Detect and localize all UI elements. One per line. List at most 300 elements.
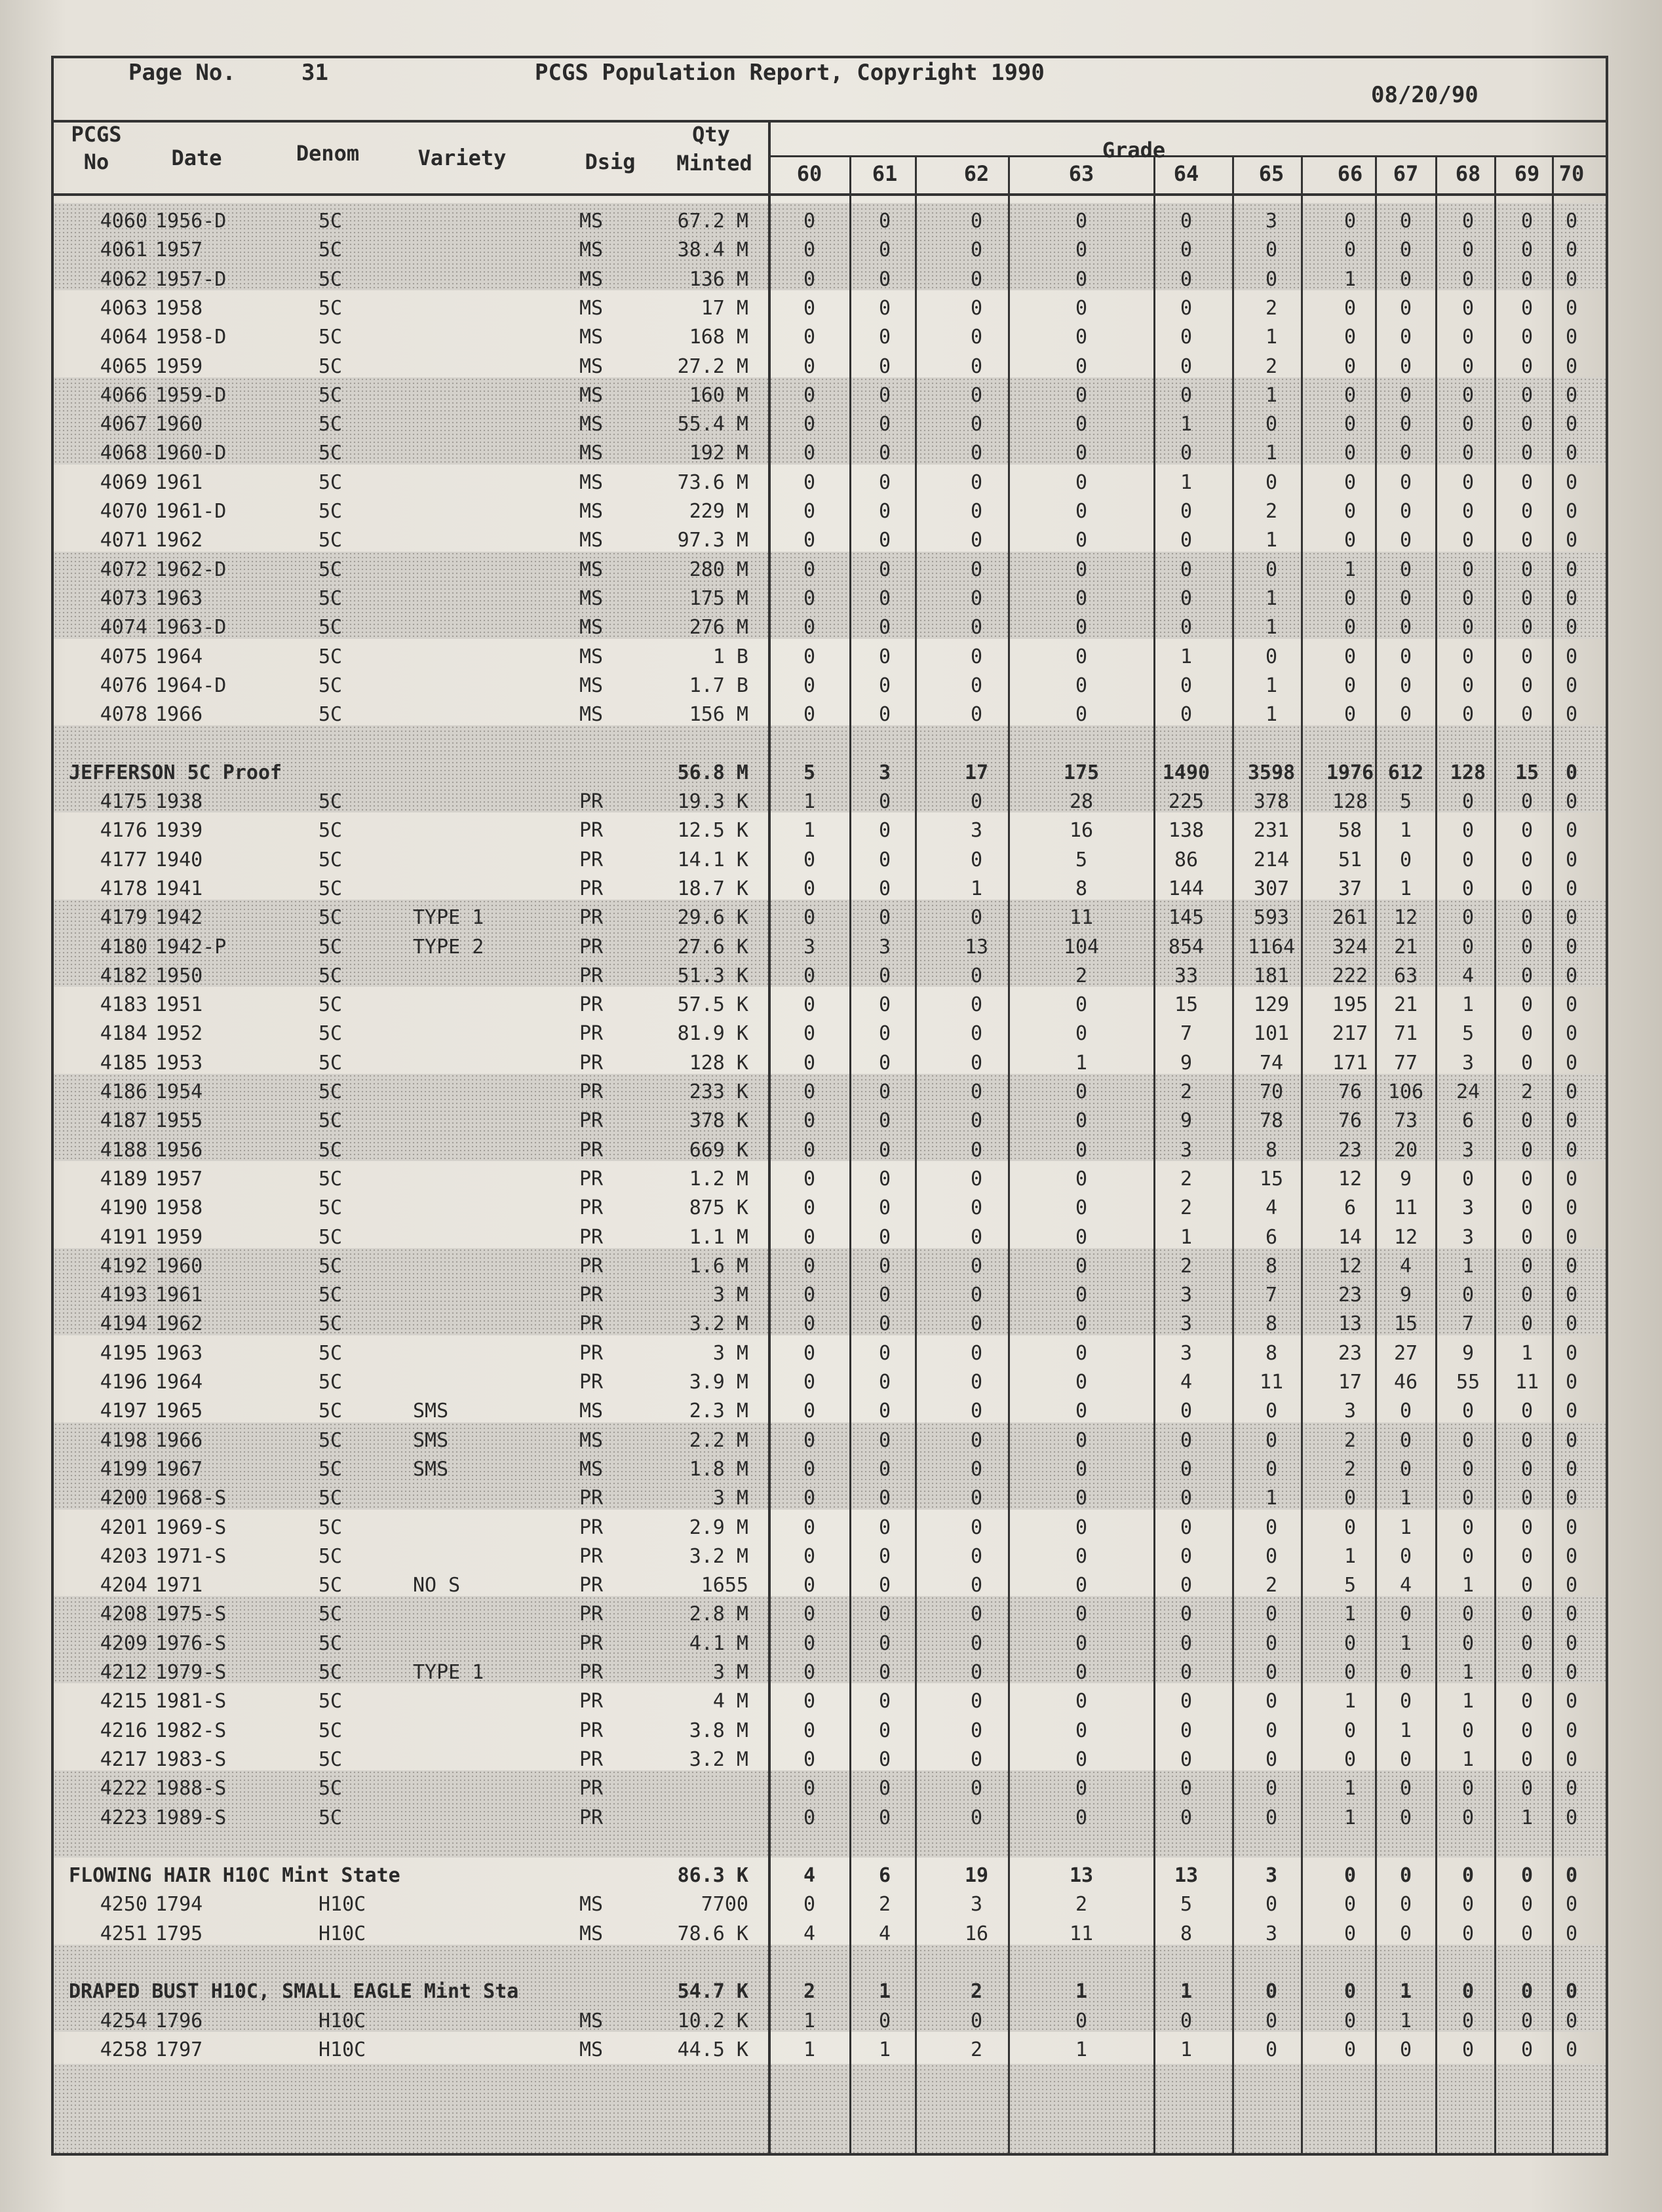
grade-60-count: 0 (803, 1312, 816, 1335)
grade-63-count: 0 (1075, 674, 1088, 697)
grade-60-count: 0 (803, 993, 816, 1016)
grade-63-count: 0 (1075, 1139, 1088, 1162)
denomination: 5C (319, 645, 343, 668)
grade-63-count: 0 (1075, 616, 1088, 639)
grade-header-62: 62 (963, 161, 990, 186)
designation: PR (579, 1719, 604, 1742)
grade-61-count: 0 (878, 1661, 891, 1684)
designation: MS (579, 355, 604, 378)
coin-date: 1962-D (155, 558, 227, 581)
grade-70-count: 0 (1565, 1196, 1578, 1219)
grade-62-count: 0 (970, 1661, 983, 1684)
grade-67-count: 0 (1399, 703, 1412, 726)
grade-65-count: 0 (1265, 645, 1278, 668)
grade-60-count: 0 (803, 471, 816, 494)
grade-61-count: 3 (878, 936, 891, 959)
grade-69-count: 0 (1520, 790, 1534, 813)
grade-68-count: 0 (1461, 587, 1475, 610)
table-row (0, 1890, 1662, 1919)
coin-date: 1958 (155, 297, 203, 320)
pcgs-number: 4187 (100, 1109, 147, 1132)
qty-minted: 1.7 B (689, 674, 748, 697)
grade-65-count: 1 (1265, 703, 1278, 726)
grade-64-count: 145 (1168, 906, 1205, 929)
qty-minted: 3.2 M (689, 1748, 748, 1771)
grade-67-count: 0 (1399, 297, 1412, 320)
grade-header-65: 65 (1258, 161, 1285, 186)
grade-62-count: 3 (970, 1893, 983, 1916)
denomination: 5C (319, 297, 343, 320)
grade-67-count: 612 (1387, 761, 1424, 784)
grade-70-count: 0 (1565, 1516, 1578, 1539)
grade-68-count: 0 (1461, 1632, 1475, 1655)
coin-date: 1967 (155, 1458, 203, 1481)
grade-60-count: 0 (803, 297, 816, 320)
grade-67-count: 0 (1399, 268, 1412, 291)
grade-67-count: 73 (1393, 1109, 1418, 1132)
grade-64-count: 3 (1180, 1342, 1193, 1365)
grade-header-66: 66 (1337, 161, 1363, 186)
grade-62-count: 0 (970, 587, 983, 610)
table-row (0, 1920, 1662, 1949)
grade-66-count: 12 (1338, 1168, 1362, 1191)
designation: PR (579, 1661, 604, 1684)
grade-64-count: 854 (1168, 936, 1205, 959)
pcgs-number: 4192 (100, 1255, 147, 1278)
designation: MS (579, 268, 604, 291)
designation: PR (579, 906, 604, 929)
qty-minted: 3.8 M (689, 1719, 748, 1742)
grade-67-count: 0 (1399, 529, 1412, 552)
grade-64-count: 3 (1180, 1312, 1193, 1335)
pcgs-number: 4258 (100, 2038, 147, 2061)
table-row (0, 1136, 1662, 1165)
denomination: 5C (319, 1806, 343, 1829)
grade-66-count: 0 (1343, 1864, 1357, 1887)
grade-64-count: 2 (1180, 1168, 1193, 1191)
grade-63-count: 0 (1075, 645, 1088, 668)
grade-61-count: 4 (878, 1922, 891, 1945)
grade-61-count: 0 (878, 558, 891, 581)
grade-66-count: 0 (1343, 471, 1357, 494)
grade-64-count: 0 (1180, 529, 1193, 552)
grade-65-count: 0 (1265, 2038, 1278, 2061)
pcgs-number: 4179 (100, 906, 147, 929)
table-row (0, 1281, 1662, 1310)
grade-69-count: 0 (1520, 1690, 1534, 1713)
grade-67-count: 0 (1399, 587, 1412, 610)
table-row (0, 556, 1662, 584)
grade-69-count: 0 (1520, 674, 1534, 697)
pcgs-number: 4076 (100, 674, 147, 697)
table-row (0, 439, 1662, 468)
grade-65-count: 8 (1265, 1255, 1278, 1278)
grade-70-count: 0 (1565, 877, 1578, 900)
grade-66-count: 0 (1343, 1516, 1357, 1539)
designation: PR (579, 1139, 604, 1162)
coin-date: 1962 (155, 1312, 203, 1335)
designation: MS (579, 471, 604, 494)
grade-69-count: 0 (1520, 1312, 1534, 1335)
grade-70-count: 0 (1565, 500, 1578, 523)
grade-67-count: 0 (1399, 238, 1412, 261)
grade-68-count: 0 (1461, 268, 1475, 291)
grade-header-60: 60 (796, 161, 822, 186)
pcgs-number: 4199 (100, 1458, 147, 1481)
grade-63-count: 0 (1075, 500, 1088, 523)
grade-62-count: 0 (970, 355, 983, 378)
grade-62-count: 0 (970, 1312, 983, 1335)
grade-63-count: 0 (1075, 1458, 1088, 1481)
pcgs-number: 4182 (100, 964, 147, 987)
grade-65-count: 3 (1265, 1922, 1278, 1945)
grade-68-count: 0 (1461, 906, 1475, 929)
coin-date: 1989-S (155, 1806, 227, 1829)
qty-minted: 378 K (689, 1109, 748, 1132)
grade-69-count: 0 (1520, 558, 1534, 581)
grade-70-count: 0 (1565, 1080, 1578, 1103)
grade-64-count: 9 (1180, 1109, 1193, 1132)
qty-minted: 233 K (689, 1080, 748, 1103)
grade-68-count: 3 (1461, 1139, 1475, 1162)
denomination: 5C (319, 1458, 343, 1481)
grade-70-count: 0 (1565, 1603, 1578, 1626)
section-title: FLOWING HAIR H10C Mint State (69, 1864, 400, 1887)
grade-66-count: 1 (1343, 1806, 1357, 1829)
table-row (0, 1078, 1662, 1107)
grade-70-count: 0 (1565, 1139, 1578, 1162)
denomination: 5C (319, 936, 343, 959)
grade-68-count: 0 (1461, 297, 1475, 320)
designation: MS (579, 1922, 604, 1945)
grade-68-count: 0 (1461, 877, 1475, 900)
grade-62-count: 13 (964, 936, 989, 959)
grade-63-count: 0 (1075, 558, 1088, 581)
grade-63-count: 0 (1075, 1226, 1088, 1249)
grade-68-count: 0 (1461, 616, 1475, 639)
grade-69-count: 0 (1520, 936, 1534, 959)
grade-63-count: 0 (1075, 1632, 1088, 1655)
grade-69-count: 1 (1520, 1806, 1534, 1829)
grade-62-count: 17 (964, 761, 989, 784)
grade-68-count: 0 (1461, 674, 1475, 697)
grade-67-count: 0 (1399, 471, 1412, 494)
table-row (0, 1630, 1662, 1658)
pcgs-number: 4177 (100, 849, 147, 871)
qty-minted: 3 M (712, 1487, 748, 1510)
grade-70-count: 0 (1565, 703, 1578, 726)
grade-66-count: 17 (1338, 1371, 1362, 1394)
grade-66-count: 0 (1343, 1922, 1357, 1945)
designation: PR (579, 1284, 604, 1306)
grade-64-count: 0 (1180, 1400, 1193, 1422)
grade-67-count: 4 (1399, 1255, 1412, 1278)
grade-70-count: 0 (1565, 1980, 1578, 2003)
table-row (0, 381, 1662, 410)
grade-64-count: 1 (1180, 1980, 1193, 2003)
grade-63-count: 0 (1075, 1284, 1088, 1306)
denomination: 5C (319, 1255, 343, 1278)
grade-70-count: 0 (1565, 936, 1578, 959)
coin-date: 1952 (155, 1022, 203, 1045)
grade-66-count: 76 (1338, 1080, 1362, 1103)
grade-60-count: 0 (803, 1458, 816, 1481)
grade-70-count: 0 (1565, 1255, 1578, 1278)
coin-date: 1963 (155, 1342, 203, 1365)
grade-68-count: 0 (1461, 1980, 1475, 2003)
section-row (0, 1977, 1662, 2006)
grade-70-count: 0 (1565, 442, 1578, 465)
grade-65-count: 1 (1265, 384, 1278, 407)
grade-64-count: 0 (1180, 238, 1193, 261)
denomination: 5C (319, 849, 343, 871)
grade-67-count: 0 (1399, 1545, 1412, 1568)
designation: MS (579, 384, 604, 407)
designation: PR (579, 1371, 604, 1394)
grade-60-count: 0 (803, 238, 816, 261)
grade-65-count: 0 (1265, 1806, 1278, 1829)
grade-67-count: 1 (1399, 1516, 1412, 1539)
pcgs-number: 4216 (100, 1719, 147, 1742)
grade-69-count: 0 (1520, 877, 1534, 900)
coin-date: 1962 (155, 529, 203, 552)
designation: MS (579, 297, 604, 320)
grade-66-count: 324 (1332, 936, 1368, 959)
pcgs-number: 4217 (100, 1748, 147, 1771)
grade-62-count: 0 (970, 297, 983, 320)
pcgs-number: 4078 (100, 703, 147, 726)
denomination: 5C (319, 1719, 343, 1742)
grade-60-count: 0 (803, 1487, 816, 1510)
grade-header-68: 68 (1455, 161, 1481, 186)
grade-64-count: 1490 (1162, 761, 1210, 784)
grade-68-count: 5 (1461, 1022, 1475, 1045)
grade-61-count: 0 (878, 790, 891, 813)
grade-64-count: 9 (1180, 1052, 1193, 1075)
grade-63-count: 0 (1075, 1080, 1088, 1103)
grade-65-count: 74 (1259, 1052, 1284, 1075)
grade-64-count: 7 (1180, 1022, 1193, 1045)
grade-69-count: 0 (1520, 1893, 1534, 1916)
qty-minted: 3 M (712, 1342, 748, 1365)
grade-61-count: 0 (878, 993, 891, 1016)
grade-69-count: 0 (1520, 1429, 1534, 1452)
grade-70-count: 0 (1565, 558, 1578, 581)
grade-62-count: 0 (970, 238, 983, 261)
col-minted-label: Minted (676, 151, 752, 176)
grade-66-count: 1 (1343, 1603, 1357, 1626)
grade-60-count: 0 (803, 877, 816, 900)
grade-60-count: 0 (803, 1284, 816, 1306)
grade-69-count: 0 (1520, 529, 1534, 552)
report-header (51, 56, 1608, 120)
grade-63-count: 104 (1063, 936, 1100, 959)
grade-63-count: 2 (1075, 1893, 1088, 1916)
designation: MS (579, 1893, 604, 1916)
grade-64-count: 0 (1180, 326, 1193, 349)
designation: MS (579, 1400, 604, 1422)
grade-66-count: 0 (1343, 297, 1357, 320)
grade-60-count: 0 (803, 1545, 816, 1568)
qty-minted: 168 M (689, 326, 748, 349)
grade-65-count: 0 (1265, 1400, 1278, 1422)
designation: PR (579, 1080, 604, 1103)
grade-62-count: 0 (970, 1777, 983, 1800)
grade-62-count: 16 (964, 1922, 989, 1945)
coin-date: 1940 (155, 849, 203, 871)
grade-66-count: 0 (1343, 1719, 1357, 1742)
grade-63-count: 0 (1075, 1168, 1088, 1191)
grade-62-count: 0 (970, 384, 983, 407)
grade-67-count: 27 (1393, 1342, 1418, 1365)
coin-date: 1942 (155, 906, 203, 929)
grade-62-count: 0 (970, 529, 983, 552)
coin-date: 1957-D (155, 268, 227, 291)
qty-minted: 57.5 K (677, 993, 748, 1016)
coin-date: 1954 (155, 1080, 203, 1103)
section-row (0, 1861, 1662, 1890)
grade-64-count: 0 (1180, 1487, 1193, 1510)
grade-60-count: 0 (803, 587, 816, 610)
grade-64-count: 0 (1180, 297, 1193, 320)
qty-minted: 18.7 K (677, 877, 748, 900)
denomination: 5C (319, 1196, 343, 1219)
grade-61-count: 0 (878, 268, 891, 291)
grade-67-count: 63 (1393, 964, 1418, 987)
qty-minted: 1655 (701, 1574, 748, 1597)
grade-63-count: 0 (1075, 471, 1088, 494)
page-number: 31 (301, 60, 328, 86)
denomination: 5C (319, 268, 343, 291)
grade-70-count: 0 (1565, 1342, 1578, 1365)
designation: PR (579, 1342, 604, 1365)
qty-minted: 81.9 K (677, 1022, 748, 1045)
qty-minted: 3 M (712, 1284, 748, 1306)
grade-65-count: 181 (1253, 964, 1290, 987)
qty-minted: 27.6 K (677, 936, 748, 959)
grade-65-count: 0 (1265, 1632, 1278, 1655)
coin-date: 1964 (155, 645, 203, 668)
grade-63-count: 0 (1075, 1255, 1088, 1278)
section-row (0, 759, 1662, 788)
grade-66-count: 1 (1343, 1777, 1357, 1800)
grade-69-count: 0 (1520, 1922, 1534, 1945)
grade-67-count: 77 (1393, 1052, 1418, 1075)
denomination: 5C (319, 964, 343, 987)
grade-61-count: 0 (878, 1255, 891, 1278)
grade-70-count: 0 (1565, 384, 1578, 407)
grade-69-count: 0 (1520, 964, 1534, 987)
grade-65-count: 78 (1259, 1109, 1284, 1132)
grade-62-count: 0 (970, 993, 983, 1016)
grade-67-count: 0 (1399, 1922, 1412, 1945)
designation: PR (579, 1109, 604, 1132)
table-row (0, 526, 1662, 555)
grade-62-count: 0 (970, 1226, 983, 1249)
coin-date: 1953 (155, 1052, 203, 1075)
col-grade-label: Grade (1102, 138, 1166, 162)
designation: PR (579, 1255, 604, 1278)
grade-69-count: 0 (1520, 1022, 1534, 1045)
grade-69-count: 2 (1520, 1080, 1534, 1103)
grade-66-count: 0 (1343, 616, 1357, 639)
variety: SMS (413, 1429, 449, 1452)
grade-68-count: 0 (1461, 1284, 1475, 1306)
grade-header-67: 67 (1393, 161, 1419, 186)
grade-65-count: 8 (1265, 1342, 1278, 1365)
denomination: 5C (319, 1545, 343, 1568)
table-row (0, 1658, 1662, 1687)
grade-61-count: 0 (878, 1371, 891, 1394)
pcgs-number: 4060 (100, 210, 147, 233)
grade-63-count: 13 (1069, 1864, 1094, 1887)
qty-minted: 669 K (689, 1139, 748, 1162)
grade-66-count: 0 (1343, 355, 1357, 378)
designation: MS (579, 326, 604, 349)
grade-66-count: 0 (1343, 1632, 1357, 1655)
grade-63-count: 0 (1075, 442, 1088, 465)
grade-65-count: 1 (1265, 442, 1278, 465)
grade-61-count: 0 (878, 1429, 891, 1452)
grade-64-count: 0 (1180, 1748, 1193, 1771)
grade-63-count: 0 (1075, 210, 1088, 233)
grade-64-count: 2 (1180, 1255, 1193, 1278)
grade-66-count: 0 (1343, 2038, 1357, 2061)
grade-66-count: 0 (1343, 645, 1357, 668)
grade-64-count: 0 (1180, 268, 1193, 291)
designation: PR (579, 1168, 604, 1191)
grade-64-count: 33 (1174, 964, 1199, 987)
grade-63-count: 28 (1069, 790, 1094, 813)
grade-66-count: 1976 (1326, 761, 1374, 784)
pcgs-number: 4203 (100, 1545, 147, 1568)
grade-67-count: 0 (1399, 1661, 1412, 1684)
grade-65-count: 0 (1265, 558, 1278, 581)
grade-68-count: 0 (1461, 1806, 1475, 1829)
header-rule (51, 120, 1608, 123)
grade-70-count: 0 (1565, 210, 1578, 233)
grade-66-count: 0 (1343, 1893, 1357, 1916)
pcgs-number: 4189 (100, 1168, 147, 1191)
grade-64-count: 0 (1180, 1719, 1193, 1742)
grade-62-count: 0 (970, 1458, 983, 1481)
grade-67-count: 20 (1393, 1139, 1418, 1162)
coin-date: 1981-S (155, 1690, 227, 1713)
grade-60-count: 0 (803, 500, 816, 523)
pcgs-number: 4194 (100, 1312, 147, 1335)
grade-60-count: 0 (803, 906, 816, 929)
pcgs-number: 4063 (100, 297, 147, 320)
grade-70-count: 0 (1565, 1719, 1578, 1742)
grade-64-count: 0 (1180, 1632, 1193, 1655)
qty-minted: 4 M (712, 1690, 748, 1713)
pcgs-number: 4073 (100, 587, 147, 610)
grade-70-count: 0 (1565, 1893, 1578, 1916)
grade-67-count: 1 (1399, 1487, 1412, 1510)
grade-61-count: 0 (878, 1139, 891, 1162)
grade-61-count: 0 (878, 964, 891, 987)
grade-70-count: 0 (1565, 1487, 1578, 1510)
grade-66-count: 23 (1338, 1342, 1362, 1365)
grade-64-count: 0 (1180, 442, 1193, 465)
qty-minted: 2.8 M (689, 1603, 748, 1626)
grade-67-count: 9 (1399, 1284, 1412, 1306)
grade-67-count: 0 (1399, 1429, 1412, 1452)
grade-69-count: 0 (1520, 1109, 1534, 1132)
table-row (0, 816, 1662, 845)
grade-60-count: 0 (803, 703, 816, 726)
qty-minted: 29.6 K (677, 906, 748, 929)
